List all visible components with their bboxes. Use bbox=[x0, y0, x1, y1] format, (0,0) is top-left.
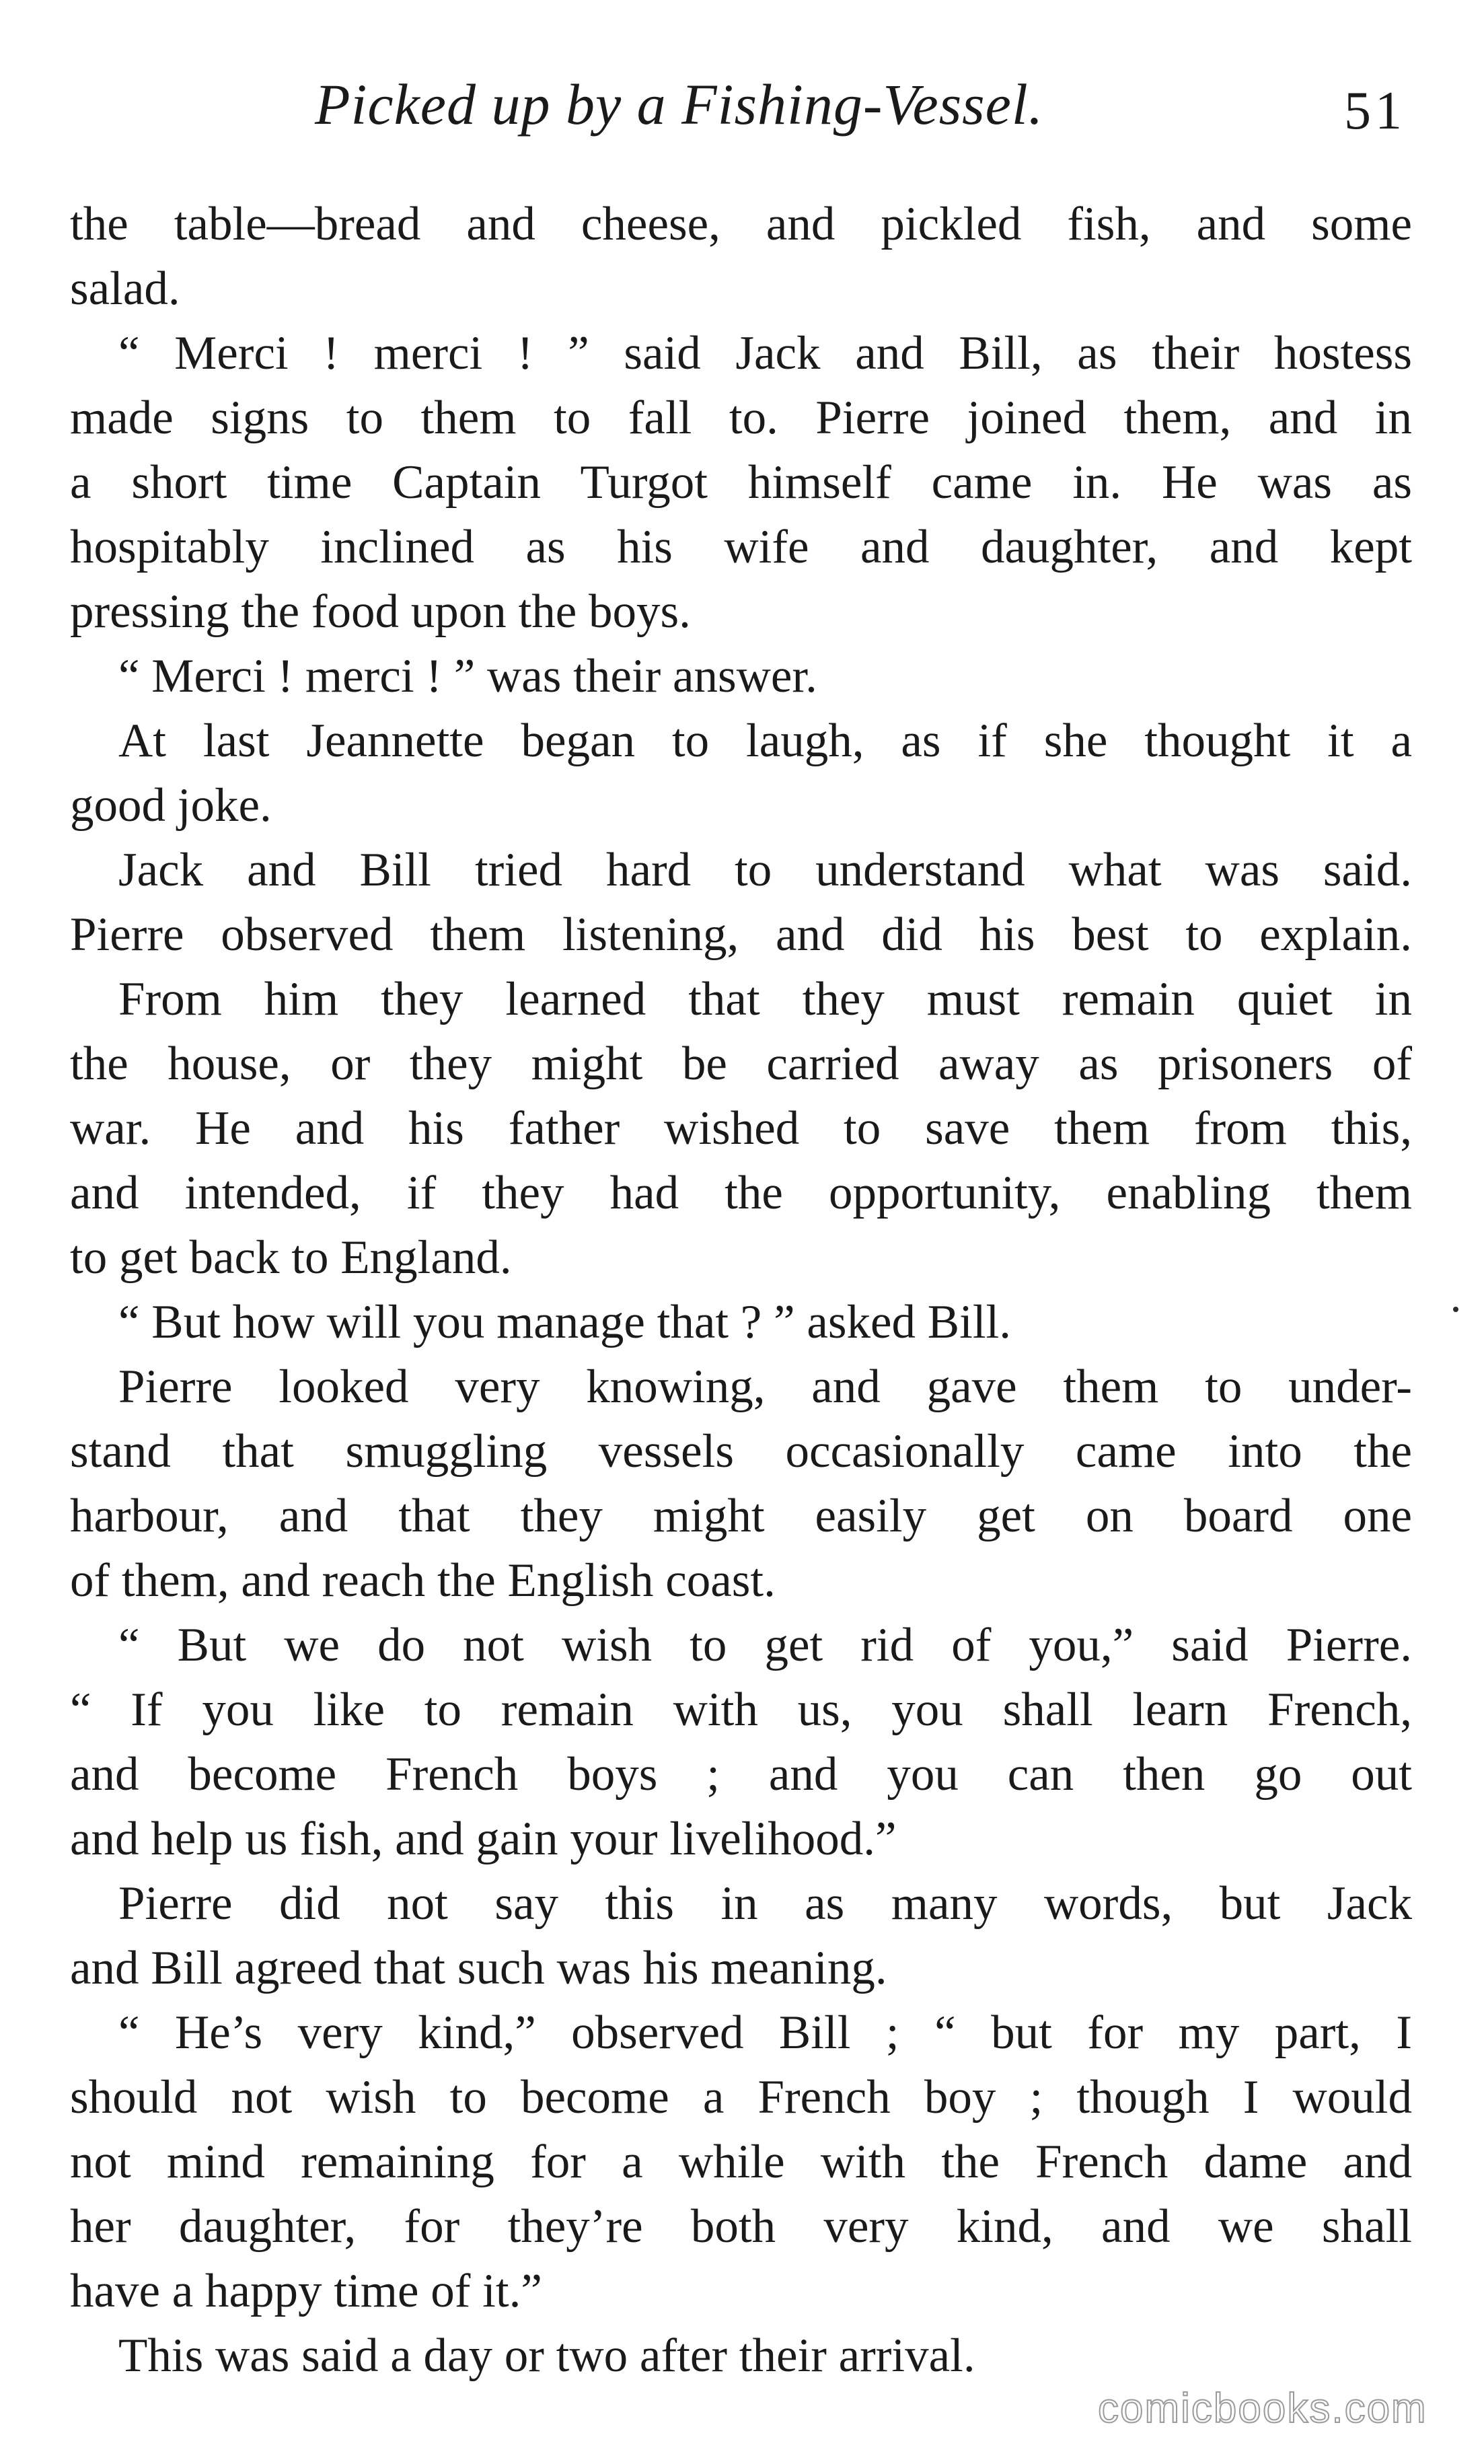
text-line: the table—bread and cheese, and pickled fish, and some bbox=[70, 198, 1412, 250]
text-line: her daughter, for they’re both very kind, and we shall bbox=[70, 2200, 1412, 2253]
text-line: the house, or they might be carried away as prisoners of bbox=[70, 1038, 1412, 1090]
text-line: At last Jeannette began to laugh, as if she thought it a bbox=[118, 715, 1412, 767]
text-line: have a happy time of it.” bbox=[70, 2265, 542, 2317]
watermark: comicbooks.com bbox=[1098, 2385, 1427, 2432]
text-line: of them, and reach the English coast. bbox=[70, 1554, 776, 1607]
text-line: “ If you like to remain with us, you shall learn French, bbox=[70, 1683, 1412, 1736]
text-line: good joke. bbox=[70, 779, 272, 832]
text-line: Pierre looked very knowing, and gave them to under- bbox=[118, 1361, 1412, 1413]
text-line: and intended, if they had the opportunity, enabling them bbox=[70, 1167, 1412, 1219]
text-line: and become French boys ; and you can then go out bbox=[70, 1748, 1412, 1801]
text-line: and Bill agreed that such was his meaning. bbox=[70, 1942, 887, 1994]
text-line: “ Merci ! merci ! ” was their answer. bbox=[118, 650, 817, 702]
text-line: a short time Captain Turgot himself came in. He was as bbox=[70, 456, 1412, 509]
running-head bbox=[0, 64, 1484, 151]
text-line: Pierre observed them listening, and did his best to explain. bbox=[70, 908, 1412, 961]
text-line: Jack and Bill tried hard to understand what was said. bbox=[118, 844, 1412, 896]
text-line: harbour, and that they might easily get on board one bbox=[70, 1490, 1412, 1542]
text-line: “ But we do not wish to get rid of you,” said Pierre. bbox=[118, 1619, 1412, 1671]
text-line: to get back to England. bbox=[70, 1231, 512, 1284]
text-line: pressing the food upon the boys. bbox=[70, 585, 691, 638]
text-line: stand that smuggling vessels occasionally came into the bbox=[70, 1425, 1412, 1478]
print-speck bbox=[1453, 1307, 1458, 1312]
text-line: Pierre did not say this in as many words, but Jack bbox=[118, 1877, 1412, 1930]
text-line: war. He and his father wished to save them from this, bbox=[70, 1102, 1412, 1155]
text-line: From him they learned that they must remain quiet in bbox=[118, 973, 1412, 1025]
text-line: hospitably inclined as his wife and daughter, and kept bbox=[70, 521, 1412, 573]
page-number: 51 bbox=[1344, 81, 1406, 141]
running-title: Picked up by a Fishing-Vessel. bbox=[315, 72, 1044, 137]
text-line: “ But how will you manage that ? ” asked Bill. bbox=[118, 1296, 1012, 1348]
text-line: “ He’s very kind,” observed Bill ; “ but for my part, I bbox=[118, 2006, 1412, 2059]
text-line: not mind remaining for a while with the French dame and bbox=[70, 2136, 1412, 2188]
text-line: made signs to them to fall to. Pierre joined them, and in bbox=[70, 392, 1412, 444]
text-line: salad. bbox=[70, 262, 180, 315]
text-line: should not wish to become a French boy ; though I would bbox=[70, 2071, 1412, 2124]
body-text bbox=[70, 192, 1412, 2388]
text-line: “ Merci ! merci ! ” said Jack and Bill, as their hostess bbox=[118, 327, 1412, 379]
text-line: and help us fish, and gain your livelihood.” bbox=[70, 1813, 897, 1865]
text-line: This was said a day or two after their arrival. bbox=[118, 2329, 975, 2382]
